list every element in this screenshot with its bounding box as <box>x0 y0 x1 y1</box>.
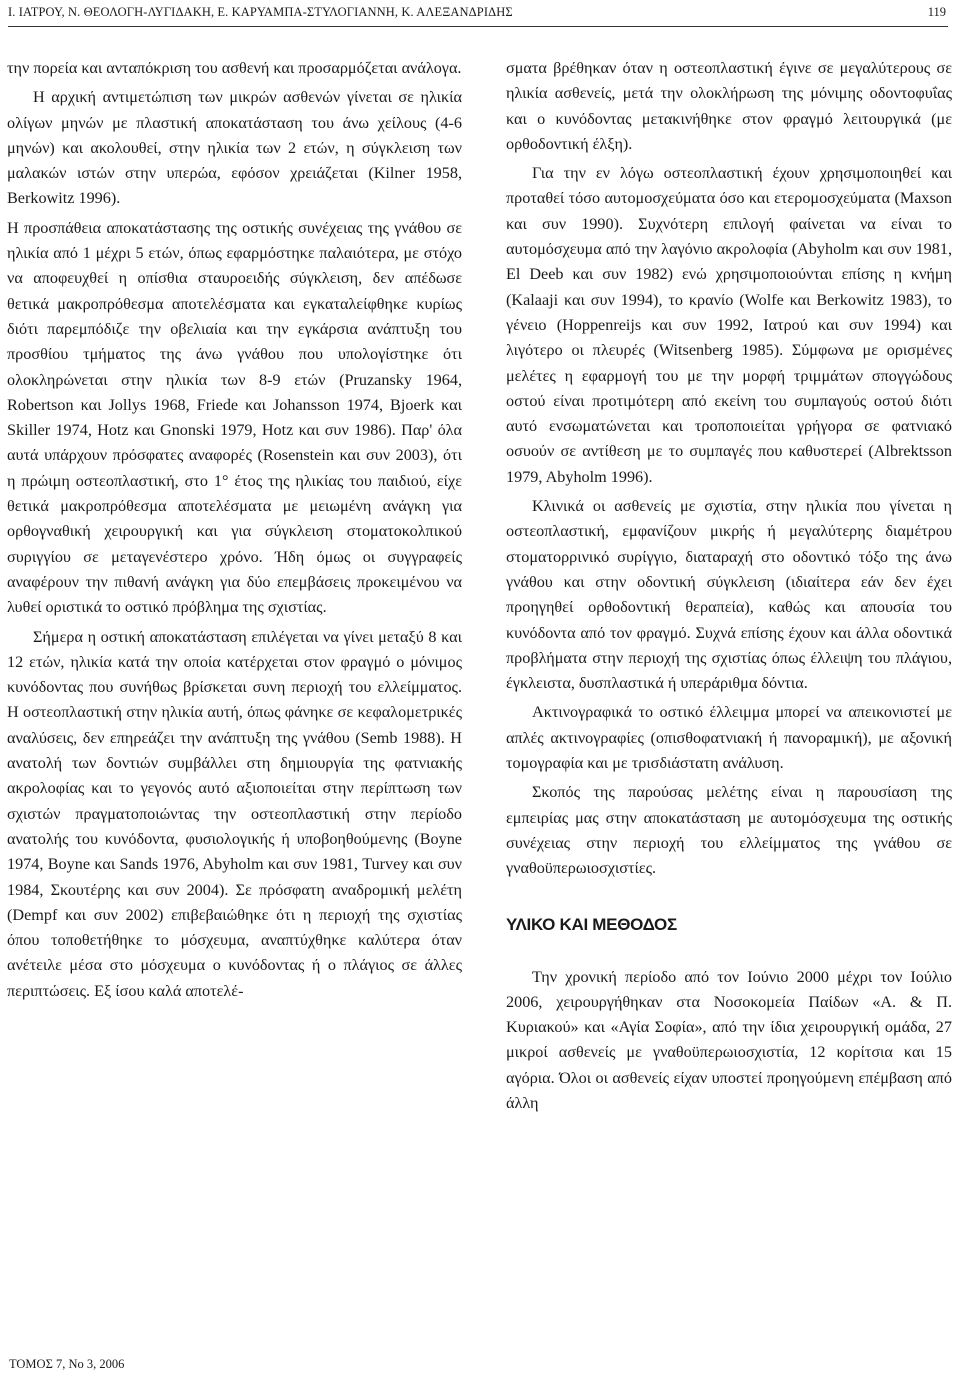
paragraph: Η προσπάθεια αποκατάστασης της οστικής συνέχειας της γνάθου σε ηλικία από 1 μέχρι 5 ετών, όπως εφαρμόστηκε παλαιότερα, με στόχο να αποφευχθεί η οπίσθια σταυροειδής σύγκλειση, δεν απέδωσε θετικά μακροπρόθεσμα αποτελέσματα και εγκαταλείφθηκε κυρίως διότι παρεμπόδιζε την οβελιαία και την εγκάρσια ανάπτυξη του προσθίου τμήματος της άνω γνάθου που υπολογίστηκε ότι ολοκληρώνεται στην ηλικία των 8-9 ετών (Pruzansky 1964, Robertson και Jollys 1968, Friede και Johansson 1974, Bjoerk και Skiller 1974, Hotz και Gnonski 1979, Hotz και συν 1986). Παρ' όλα αυτά υπάρχουν πρόσφατες αναφορές (Rosenstein και συν 2003), ότι η πρώιμη οστεοπλαστική, στο 1° έτος της ηλικίας του παιδιού, είχε θετικά μακροπρόθεσμα αποτελέσματα με μειωμένη ανάγκη για ορθογναθική χειρουργική και για σύγκλειση στοματοκολπικού συριγγίου σε μεταγενέστερο χρόνο. Ήδη όμως οι συγγραφείς αναφέρουν την πιθανή ανάγκη για δύο επεμβάσεις προκειμένου να λυθεί οριστικά το οστικό πρόβλημα της σχιστίας. <box>7 218 462 617</box>
running-header <box>8 2 948 27</box>
paragraph: Την χρονική περίοδο από τον Ιούνιο 2000 μέχρι τον Ιούλιο 2006, χειρουργήθηκαν στα Νοσοκομεία Παίδων «Α. & Π. Κυριακού» και «Αγία Σοφία», από την ίδια χειρουργική ομάδα, 27 μικροί ασθενείς με γναθοϋπερωιοσχιστία, 12 κορίτσια και 15 αγόρια. Όλοι οι ασθενείς είχαν υποστεί προηγούμενη επέμβαση από άλλη <box>506 967 952 1112</box>
left-column <box>7 56 462 1008</box>
paragraph: την πορεία και ανταπόκριση του ασθενή και προσαρμόζεται ανάλογα. <box>7 59 462 77</box>
section-heading: ΥΛΙΚΟ ΚΑΙ ΜΕΘΟΔΟΣ <box>506 914 677 934</box>
page-number: 119 <box>927 5 946 19</box>
paragraph: σματα βρέθηκαν όταν η οστεοπλαστική έγινε σε μεγαλύτερους σε ηλικία ασθενείς, μετά την ολοκλήρωση της μόνιμης οδοντοφυΐας και ο κυνόδοντας μετακινήθηκε στον φραγμό λειτουργικά (με ορθοδοντική έλξη). <box>506 59 952 153</box>
running-footer: ΤΟΜΟΣ 7, Νο 3, 2006 <box>9 1357 125 1371</box>
paragraph: Ακτινογραφικά το οστικό έλλειμμα μπορεί να απεικονιστεί με απλές ακτινογραφίες (οπισθοφατνιακή ή πανοραμική), με αξονική τομογραφία και με τρισδιάστατη ανάλυση. <box>506 703 952 773</box>
paragraph: Για την εν λόγω οστεοπλαστική έχουν χρησιμοποιηθεί και προταθεί τόσο αυτομοσχεύματα όσο και ετερομοσχεύματα (Maxson και συν 1990). Συχνότερη επιλογή φαίνεται να είναι το αυτομόσχευμα από την λαγόνιο ακρολοφία (Abyholm και συν 1981, El Deeb και συν 1982) ενώ χρησιμοποιούνται επίσης η κνήμη (Kalaaji και συν 1994), το κρανίο (Wolfe και Berkowitz 1983), το γένειο (Hoppenreijs και συν 1992, Ιατρού και συν 1994) και λιγότερο οι πλευρές (Witsenberg 1985). Σύμφωνα με ορισμένες μελέτες η εφαρμογή του με την μορφή τριμμάτων σπογγώδους οστού είναι προτιμότερη από εκείνη του συμπαγούς οστού διότι αυτό ενσωματώνεται και τροποποιείται γρήγορα σε φατνιακό οσυούν σε αντίθεση με το συμπαγές που καθυστερεί (Albrektsson 1979, Abyholm 1996). <box>506 164 952 486</box>
paragraph: Κλινικά οι ασθενείς με σχιστία, στην ηλικία που γίνεται η οστεοπλαστική, εμφανίζουν μικρής ή μεγαλύτερης διαμέτρου στοματορρινικό συρίγγιο, διαταραχή στο οδοντικό τόξο της άνω γνάθου και στην οδοντική σύγκλειση (ιδιαίτερα εάν δεν έχει προηγηθεί ορθοδοντική θεραπεία), καθώς και απουσία του κυνόδοντα από τον φραγμό. Συχνά επίσης έχουν και άλλα οδοντικά προβλήματα στην περιοχή της σχιστίας όπως έλλειψη του πλάγιου, έγκλειστα, δυσπλαστικά ή υπεράριθμα δόντια. <box>506 497 952 693</box>
right-column <box>506 56 952 1120</box>
paragraph: Η αρχική αντιμετώπιση των μικρών ασθενών γίνεται σε ηλικία ολίγων μηνών με πλαστική αποκατάσταση του άνω χείλους (4-6 μηνών) και ακολουθεί, στην ηλικία των 2 ετών, η σύγκλειση των μαλακών ιστών στην υπερώα, εφόσον χρειάζεται (Kilner 1958, Berkowitz 1996). <box>7 88 462 208</box>
paragraph: Σήμερα η οστική αποκατάσταση επιλέγεται να γίνει μεταξύ 8 και 12 ετών, ηλικία κατά την οποία κατέρχεται στον φραγμό ο μόνιμος κυνόδοντας που συνήθως βρίσκεται συνη περιοχή του ελλείμματος. Η οστεοπλαστική στην ηλικία αυτή, όπως φάνηκε σε κεφαλομετρικές αναλύσεις, δεν επηρεάζει την ανάπτυξη της γνάθου (Semb 1988). Η ανατολή των δοντιών συμβάλλει στη δημιουργία της φατνιακής ακρολοφίας και το γεγονός αυτό αξιοποιείται στην περίπτωση των σχιστών πραγματοποιώντας την οστεοπλαστική στην περίοδο ανατολής του κυνόδοντα, φυσιολογικής ή υποβοηθούμενης (Boyne 1974, Boyne και Sands 1976, Abyholm και συν 1981, Turvey και συν 1984, Σκουτέρης και συν 2004). Σε πρόσφατη αναδρομική μελέτη (Dempf και συν 2002) επιβεβαιώθηκε ότι η περιοχή της σχιστίας όπου τοποθετήθηκε το μόσχευμα, αναπτύχθηκε καλύτερα όταν ανέτειλε μέσα στο μόσχευμα ο κυνόδοντας ή ο πλάγιος σε άλλες περιπτώσεις. Εξ ίσου καλά αποτελέ- <box>7 627 462 1000</box>
header-authors: Ι. ΙΑΤΡΟΥ, Ν. ΘΕΟΛΟΓΗ-ΛΥΓΙΔΑΚΗ, Ε. ΚΑΡΥΑΜΠΑ-ΣΤΥΛΟΓΙΑΝΝΗ, Κ. ΑΛΕΞΑΝΔΡΙΔΗΣ <box>8 5 513 19</box>
paragraph: Σκοπός της παρούσας μελέτης είναι η παρουσίαση της εμπειρίας μας στην αποκατάσταση με αυτομόσχευμα της οστικής συνέχειας στην περιοχή του ελλείμματος της γνάθου σε γναθοϋπερωιοσχιστίες. <box>506 783 952 878</box>
